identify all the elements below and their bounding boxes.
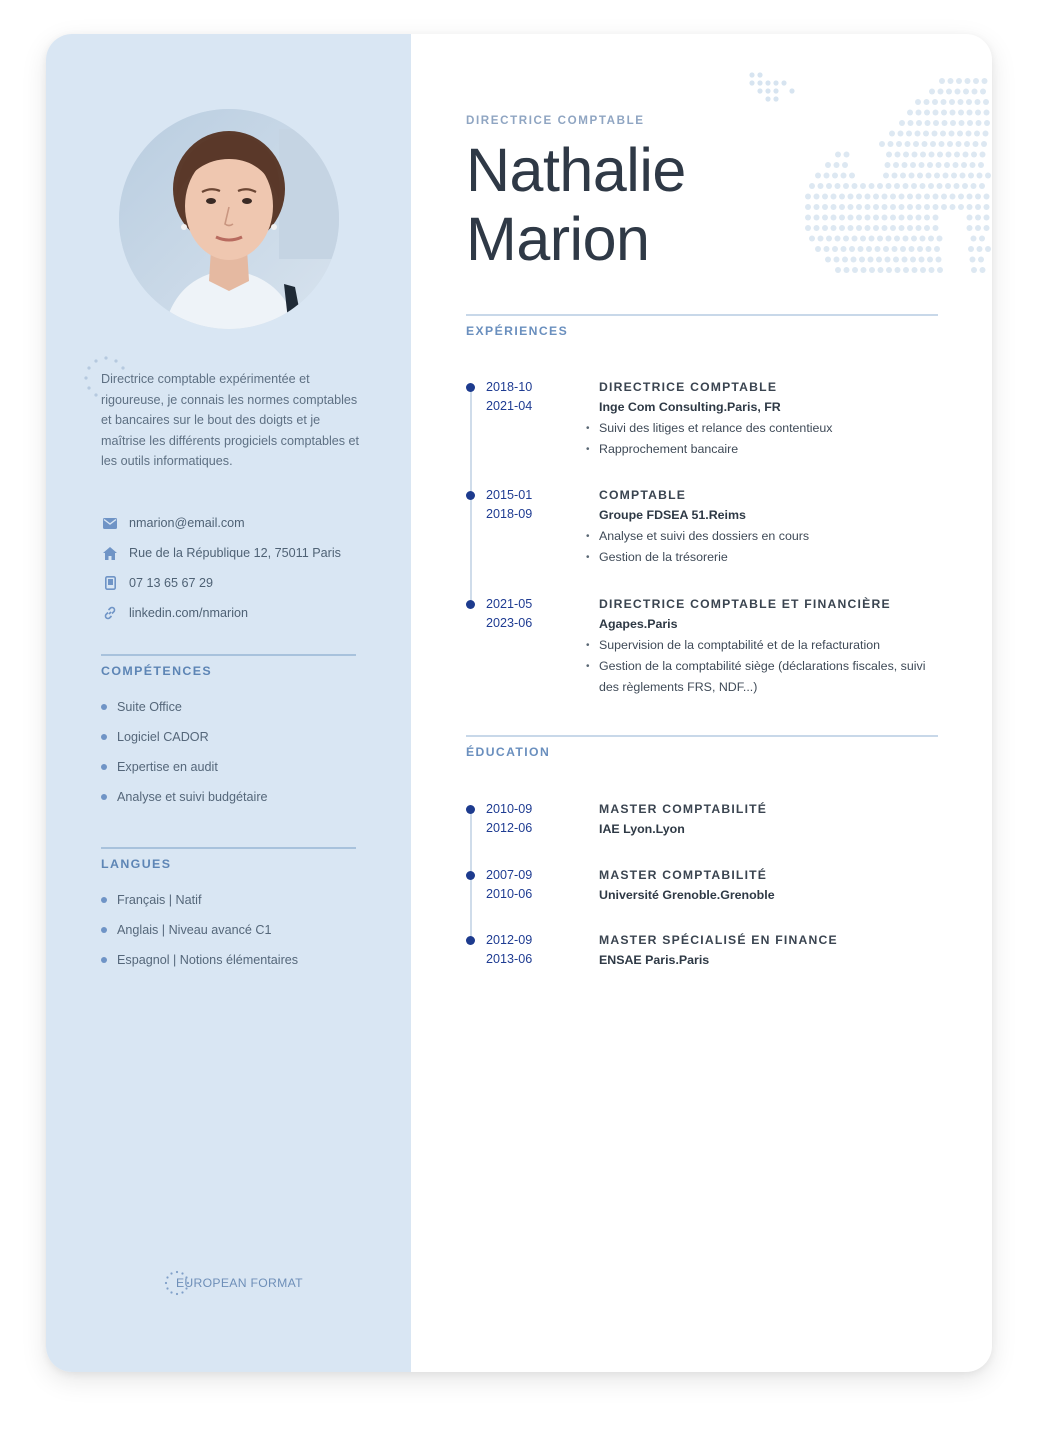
skill-item bbox=[101, 722, 356, 752]
first-name: Nathalie bbox=[466, 136, 686, 204]
badge-text: EUROPEAN FORMAT bbox=[176, 1276, 303, 1290]
email-text: nmarion@email.com bbox=[129, 516, 245, 530]
entry-dates bbox=[486, 931, 532, 969]
bullet-dot bbox=[101, 957, 107, 963]
school: ENSAE Paris.Paris bbox=[599, 953, 710, 967]
contact-email[interactable] bbox=[102, 508, 382, 538]
school: IAE Lyon.Lyon bbox=[599, 822, 685, 836]
main-column bbox=[411, 34, 992, 1372]
contact-phone[interactable] bbox=[102, 568, 382, 598]
education-entry bbox=[466, 866, 946, 916]
skills-section bbox=[101, 654, 356, 812]
education-entry bbox=[466, 800, 946, 850]
entry-dates bbox=[486, 378, 532, 416]
degree-title: MASTER SPÉCIALISÉ EN FINANCE bbox=[599, 933, 838, 947]
skill-label: Expertise en audit bbox=[117, 760, 218, 774]
last-name: Marion bbox=[466, 205, 650, 273]
bullet-dot bbox=[101, 764, 107, 770]
language-item bbox=[101, 945, 356, 975]
degree-title: MASTER COMPTABILITÉ bbox=[599, 868, 768, 882]
linkedin-text: linkedin.com/nmarion bbox=[129, 606, 248, 620]
bullet-dot bbox=[101, 704, 107, 710]
duty-item: • Gestion de la comptabilité siège (déclarations fiscales, suivi des règlements FRS, NDF...) bbox=[599, 656, 934, 698]
contact-linkedin[interactable] bbox=[102, 598, 382, 628]
entry-dates bbox=[486, 800, 532, 838]
envelope-icon bbox=[102, 515, 118, 531]
contact-address bbox=[102, 538, 382, 568]
timeline-dot bbox=[466, 871, 475, 880]
skill-item bbox=[101, 752, 356, 782]
divider bbox=[466, 314, 938, 316]
start-date: 2012-09 bbox=[486, 933, 533, 947]
language-item bbox=[101, 915, 356, 945]
skill-label: Logiciel CADOR bbox=[117, 730, 209, 744]
organization: Inge Com Consulting.Paris, FR bbox=[599, 400, 781, 414]
role-title: DIRECTRICE COMPTABLE bbox=[599, 380, 778, 394]
experience-entry bbox=[466, 378, 946, 478]
contact-list bbox=[102, 508, 382, 628]
end-date: 2023-06 bbox=[486, 616, 533, 630]
end-date: 2013-06 bbox=[486, 952, 533, 966]
role-title: DIRECTRICE COMPTABLE ET FINANCIÈRE bbox=[599, 597, 891, 611]
start-date: 2018-10 bbox=[486, 380, 533, 394]
degree-title: MASTER COMPTABILITÉ bbox=[599, 802, 768, 816]
profile-photo bbox=[119, 109, 339, 329]
phone-icon bbox=[102, 575, 118, 591]
start-date: 2015-01 bbox=[486, 488, 533, 502]
bullet-dot bbox=[101, 927, 107, 933]
bullet-dot bbox=[101, 897, 107, 903]
candidate-name bbox=[466, 136, 686, 274]
entry-dates bbox=[486, 486, 532, 524]
skills-heading: COMPÉTENCES bbox=[101, 664, 213, 678]
divider bbox=[101, 654, 356, 656]
start-date: 2007-09 bbox=[486, 868, 533, 882]
divider bbox=[101, 847, 356, 849]
end-date: 2012-06 bbox=[486, 821, 533, 835]
start-date: 2021-05 bbox=[486, 597, 533, 611]
education-heading: ÉDUCATION bbox=[466, 745, 551, 759]
skill-label: Analyse et suivi budgétaire bbox=[117, 790, 268, 804]
education-entry bbox=[466, 931, 946, 981]
organization: Groupe FDSEA 51.Reims bbox=[599, 508, 746, 522]
language-label: Espagnol | Notions élémentaires bbox=[117, 953, 299, 967]
address-text: Rue de la République 12, 75011 Paris bbox=[129, 546, 341, 560]
skill-label: Suite Office bbox=[117, 700, 182, 714]
experience-heading: EXPÉRIENCES bbox=[466, 324, 569, 338]
skill-item bbox=[101, 692, 356, 722]
world-map-icon bbox=[742, 69, 992, 284]
bullet-dot bbox=[101, 794, 107, 800]
sidebar bbox=[46, 34, 411, 1372]
european-format-badge bbox=[164, 1270, 303, 1296]
end-date: 2018-09 bbox=[486, 507, 533, 521]
start-date: 2010-09 bbox=[486, 802, 533, 816]
end-date: 2010-06 bbox=[486, 887, 533, 901]
school: Université Grenoble.Grenoble bbox=[599, 888, 775, 902]
end-date: 2021-04 bbox=[486, 399, 533, 413]
duty-item: • Analyse et suivi des dossiers en cours bbox=[599, 526, 934, 547]
profile-summary: Directrice comptable expérimentée et rigoureuse, je connais les normes comptables et bancaires sur le bout des doigts et je maîtrise les différents progiciels comptables et les outils informatiques. bbox=[101, 372, 360, 469]
language-label: Français | Natif bbox=[117, 893, 202, 907]
link-icon bbox=[102, 605, 118, 621]
timeline-dot bbox=[466, 491, 475, 500]
languages-heading: LANGUES bbox=[101, 857, 172, 871]
home-icon bbox=[102, 545, 118, 561]
job-title: DIRECTRICE COMPTABLE bbox=[466, 114, 645, 127]
experience-entry bbox=[466, 486, 946, 586]
skill-item bbox=[101, 782, 356, 812]
divider bbox=[466, 735, 938, 737]
phone-text: 07 13 65 67 29 bbox=[129, 576, 214, 590]
language-item bbox=[101, 885, 356, 915]
language-label: Anglais | Niveau avancé C1 bbox=[117, 923, 272, 937]
timeline-dot bbox=[466, 805, 475, 814]
timeline-dot bbox=[466, 936, 475, 945]
role-title: COMPTABLE bbox=[599, 488, 687, 502]
resume-page bbox=[46, 34, 992, 1372]
bullet-dot bbox=[101, 734, 107, 740]
duty-item: • Gestion de la trésorerie bbox=[599, 547, 934, 568]
timeline-dot bbox=[466, 600, 475, 609]
duty-item: • Suivi des litiges et relance des contentieux bbox=[599, 418, 934, 439]
entry-dates bbox=[486, 866, 532, 904]
duty-item: • Supervision de la comptabilité et de la refacturation bbox=[599, 635, 934, 656]
languages-section bbox=[101, 847, 356, 975]
organization: Agapes.Paris bbox=[599, 617, 678, 631]
duty-item: • Rapprochement bancaire bbox=[599, 439, 934, 460]
timeline-dot bbox=[466, 383, 475, 392]
experience-entry bbox=[466, 595, 946, 705]
entry-dates bbox=[486, 595, 532, 633]
